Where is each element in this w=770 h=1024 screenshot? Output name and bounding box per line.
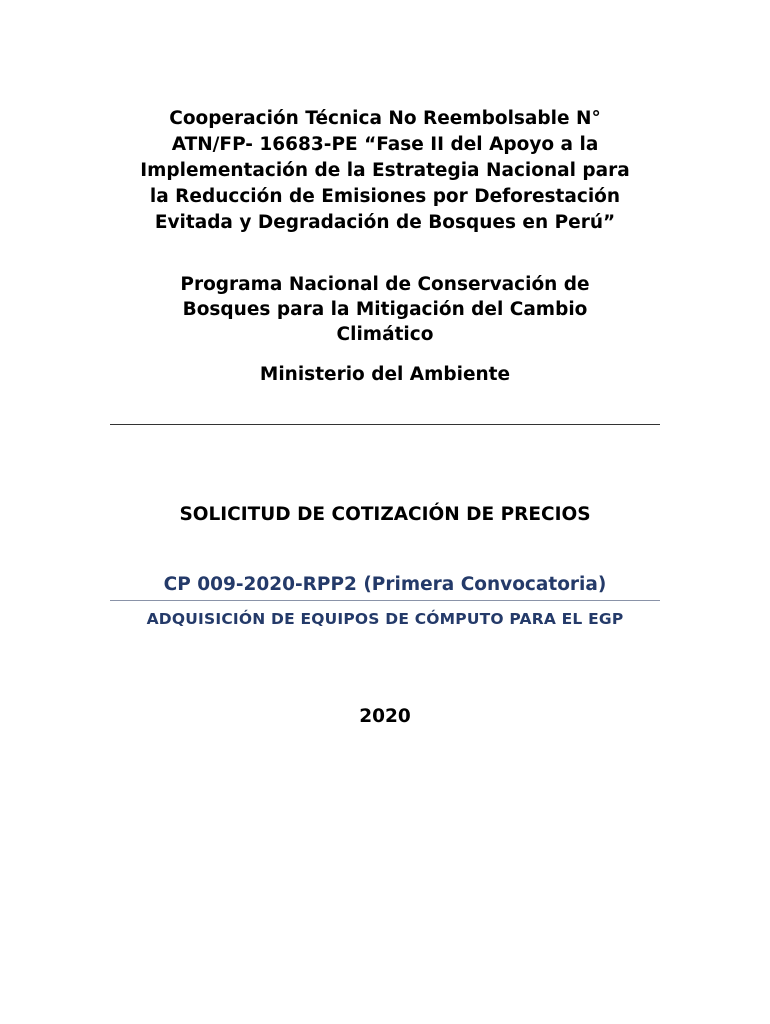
- program-name-line: Climático: [336, 324, 434, 345]
- program-name-line: Programa Nacional de Conservación de: [180, 274, 590, 295]
- program-name: [0, 272, 770, 347]
- document-year: 2020: [359, 706, 411, 727]
- process-code: CP 009-2020-RPP2 (Primera Convocatoria): [163, 574, 607, 595]
- ministry-name: Ministerio del Ambiente: [259, 364, 511, 385]
- cooperation-title-line: Implementación de la Estrategia Nacional para: [140, 160, 630, 181]
- process-code-underline: [110, 600, 660, 601]
- cooperation-title-line: Cooperación Técnica No Reembolsable N°: [169, 108, 601, 129]
- cooperation-title-line: la Reducción de Emisiones por Deforestación: [149, 186, 621, 207]
- cooperation-title-line: ATN/FP- 16683-PE “Fase II del Apoyo a la: [171, 134, 599, 155]
- cooperation-title-line: Evitada y Degradación de Bosques en Perú”: [154, 212, 616, 233]
- request-title: SOLICITUD DE COTIZACIÓN DE PRECIOS: [179, 504, 591, 525]
- horizontal-divider: [110, 424, 660, 425]
- cooperation-title: [0, 106, 770, 236]
- process-subject: ADQUISICIÓN DE EQUIPOS DE CÓMPUTO PARA EL EGP: [146, 610, 624, 628]
- program-name-line: Bosques para la Mitigación del Cambio: [182, 299, 588, 320]
